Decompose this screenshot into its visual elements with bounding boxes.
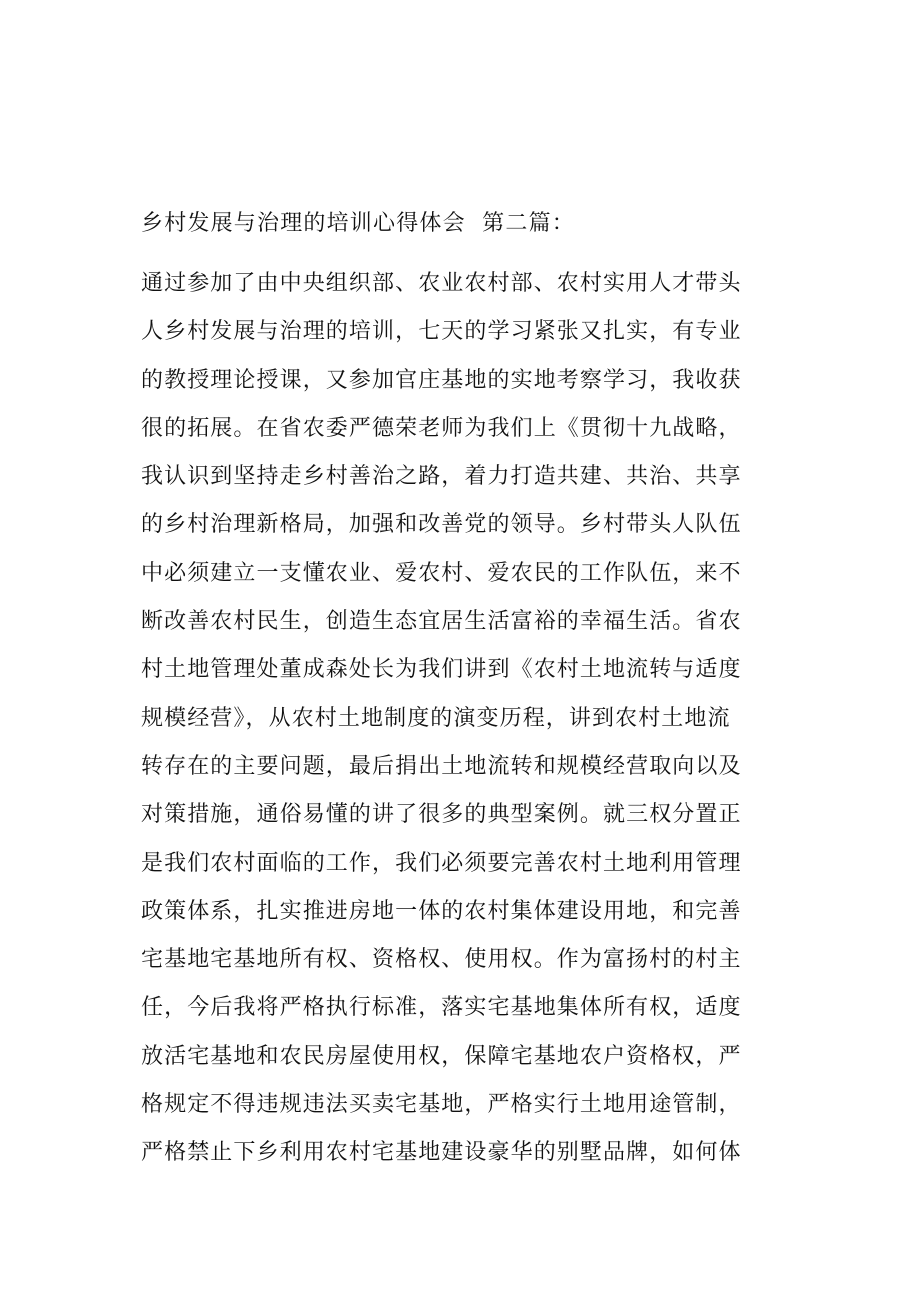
body-line: 断改善农村民生，创造生态宜居生活富裕的幸福生活。省农: [141, 609, 742, 635]
body-line: 村土地管理处董成森处长为我们讲到《农村土地流转与适度: [141, 657, 742, 683]
body-line: 我认识到坚持走乡村善治之路，着力打造共建、共治、共享: [141, 464, 742, 490]
body-line: 政策体系，扎实推进房地一体的农村集体建设用地，和完善: [141, 898, 742, 924]
body-line: 任，今后我将严格执行标准，落实宅基地集体所有权，适度: [141, 995, 742, 1021]
body-line: 很的拓展。在省农委严德荣老师为我们上《贯彻十九战略，: [141, 415, 742, 441]
body-line: 人乡村发展与治理的培训，七天的学习紧张又扎实，有专业: [141, 319, 742, 345]
document-heading: 乡村发展与治理的培训心得体会 第二篇：: [141, 211, 575, 236]
body-line: 的教授理论授课，又参加官庄基地的实地考察学习，我收获: [141, 367, 742, 393]
body-line: 转存在的主要问题，最后捐出土地流转和规模经营取向以及: [141, 753, 742, 779]
body-line: 中必须建立一支懂农业、爱农村、爱农民的工作队伍，来不: [141, 560, 742, 586]
body-line: 是我们农村面临的工作，我们必须要完善农村土地利用管理: [141, 850, 742, 876]
body-line: 对策措施，通俗易懂的讲了很多的典型案例。就三权分置正: [141, 802, 742, 828]
body-line: 通过参加了由中央组织部、农业农村部、农村实用人才带头: [141, 271, 742, 296]
body-line: 的乡村治理新格局，加强和改善党的领导。乡村带头人队伍: [141, 512, 742, 538]
body-line: 规模经营》，从农村土地制度的演变历程，讲到农村土地流: [141, 705, 731, 731]
body-line: 严格禁止下乡利用农村宅基地建设豪华的别墅品牌，如何体: [141, 1140, 742, 1166]
body-line: 宅基地宅基地所有权、资格权、使用权。作为富扬村的村主: [141, 947, 742, 973]
body-line: 放活宅基地和农民房屋使用权，保障宅基地农户资格权，严: [141, 1043, 742, 1069]
document-body: [141, 264, 821, 1182]
body-line: 格规定不得违规违法买卖宅基地，严格实行土地用途管制，: [141, 1092, 742, 1118]
